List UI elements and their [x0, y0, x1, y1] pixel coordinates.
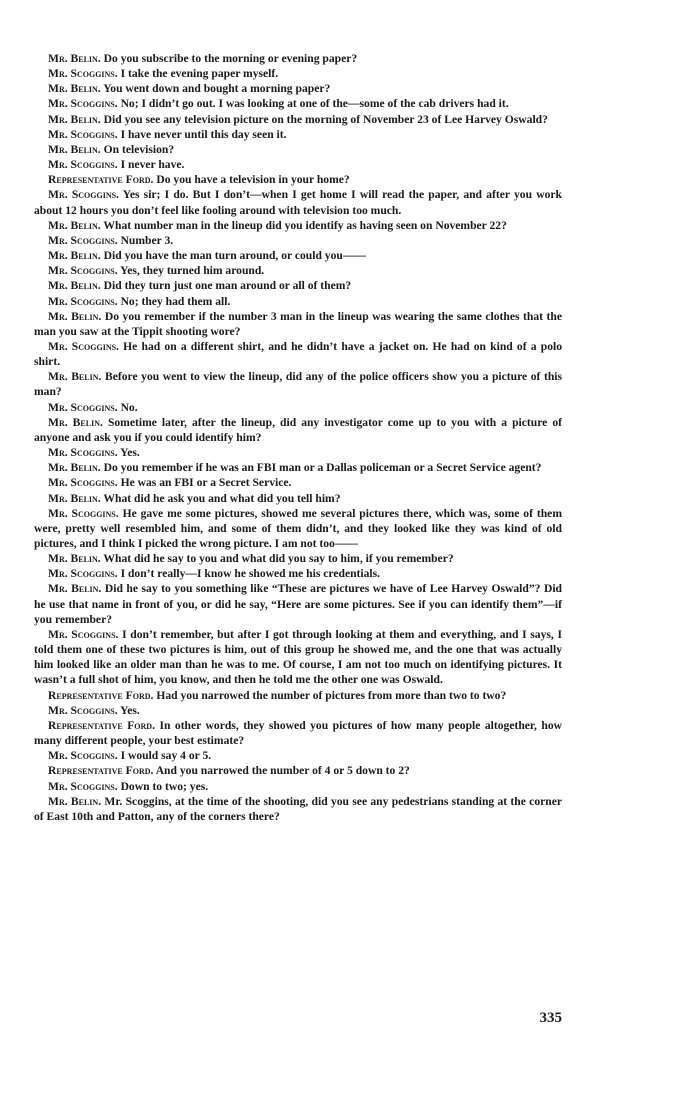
testimony-paragraph: [34, 263, 562, 278]
speech-text: Sometime later, after the lineup, did any investigator come up to you with a picture of anyone and ask you if you could identify him?: [34, 415, 562, 444]
speaker-name: Mr. Scoggins.: [48, 127, 118, 141]
speaker-name: Mr. Belin.: [48, 249, 101, 263]
speech-text: Yes.: [120, 703, 140, 717]
speaker-name: Mr. Scoggins.: [48, 627, 119, 641]
testimony-paragraph: [34, 339, 562, 369]
speech-text: I don’t really—I know he showed me his credentials.: [120, 567, 381, 581]
speech-text: He was an FBI or a Secret Service.: [120, 476, 292, 490]
testimony-paragraph: [34, 748, 562, 763]
speaker-name: Mr. Scoggins.: [48, 779, 118, 793]
speech-text: Number 3.: [120, 233, 174, 247]
speech-text: I have never until this day seen it.: [120, 127, 287, 141]
testimony-paragraph: [34, 218, 562, 233]
speaker-name: Mr. Belin.: [48, 218, 101, 232]
speech-text: Did you see any television picture on the morning of November 23 of Lee Harvey Oswald?: [103, 112, 548, 126]
speech-text: What did he say to you and what did you say to him, if you remember?: [103, 552, 454, 566]
speech-text: No.: [120, 400, 138, 414]
speech-text: I never have.: [120, 158, 185, 172]
speech-text: No; they had them all.: [120, 294, 231, 308]
speech-text: You went down and bought a morning paper?: [103, 82, 331, 96]
speech-text: Mr. Scoggins, at the time of the shooting, did you see any pedestrians standing at the corner of East 10th and Patton, any of the corners there?: [34, 794, 562, 823]
speaker-name: Representative Ford.: [48, 173, 154, 187]
speaker-name: Mr. Belin.: [48, 552, 101, 566]
speaker-name: Mr. Belin.: [48, 52, 101, 65]
testimony-paragraph: [34, 475, 562, 490]
speech-text: No; I didn’t go out. I was looking at one of the—some of the cab drivers had it.: [120, 97, 509, 111]
testimony-paragraph: [34, 112, 562, 127]
speech-text: On television?: [103, 142, 175, 156]
testimony-paragraph: [34, 142, 562, 157]
speaker-name: Mr. Scoggins.: [48, 188, 119, 202]
testimony-paragraph: [34, 294, 562, 309]
testimony-paragraph: [34, 172, 562, 187]
speaker-name: Mr. Scoggins.: [48, 400, 118, 414]
testimony-paragraph: [34, 369, 562, 399]
speaker-name: Mr. Belin.: [48, 794, 102, 808]
speaker-name: Mr. Scoggins.: [48, 567, 118, 581]
testimony-paragraph: [34, 415, 562, 445]
testimony-paragraph: [34, 460, 562, 475]
testimony-paragraph: [34, 309, 562, 339]
speech-text: Yes.: [120, 446, 140, 460]
speaker-name: Mr. Scoggins.: [48, 294, 118, 308]
testimony-paragraph: [34, 779, 562, 794]
speaker-name: Mr. Scoggins.: [48, 339, 119, 353]
speaker-name: Representative Ford.: [48, 718, 155, 732]
page-number: 335: [539, 1010, 562, 1026]
testimony-paragraph: [34, 96, 562, 111]
speech-text: I take the evening paper myself.: [120, 67, 279, 81]
testimony-paragraph: [34, 81, 562, 96]
testimony-paragraph: [34, 278, 562, 293]
speech-text: I don’t remember, but after I got through looking at them and everything, and I says, I told them one of these two pictures is him, out of this group he showed me, and the one that was actually him looked like an older man than he was to me. Of course, I am not too much on identifying pictures. It wasn’t a full shot of him, you know, and then he told me the other one was Oswald.: [34, 627, 562, 687]
speaker-name: Mr. Belin.: [48, 279, 101, 293]
speaker-name: Mr. Belin.: [48, 415, 103, 429]
speaker-name: Mr. Scoggins.: [48, 233, 118, 247]
speech-text: Before you went to view the lineup, did any of the police officers show you a picture of this man?: [34, 370, 562, 399]
speech-text: In other words, they showed you pictures of how many people altogether, how many different people, your best estimate?: [34, 718, 562, 748]
speaker-name: Representative Ford.: [48, 688, 154, 702]
speech-text: Down to two; yes.: [120, 779, 209, 793]
testimony-paragraph: [34, 491, 562, 506]
speaker-name: Representative Ford.: [48, 764, 154, 778]
speech-text: Yes, they turned him around.: [120, 264, 265, 278]
testimony-paragraph: [34, 157, 562, 172]
speaker-name: Mr. Scoggins.: [48, 67, 118, 81]
speech-text: Do you remember if he was an FBI man or a Dallas policeman or a Secret Service agent?: [103, 461, 542, 475]
speech-text: And you narrowed the number of 4 or 5 down to 2?: [155, 764, 410, 778]
speaker-name: Mr. Scoggins.: [48, 446, 118, 460]
testimony-paragraph: [34, 688, 562, 703]
speech-text: Did they turn just one man around or all of them?: [103, 279, 352, 293]
testimony-paragraph: [34, 66, 562, 81]
speech-text: He gave me some pictures, showed me several pictures there, which was, some of them were, pretty well resembled him, and some of them didn’t, and they looked like they was kind of old pictures, and I think I picked the wrong picture. I am not too——: [34, 506, 562, 550]
testimony-transcript: [34, 51, 562, 824]
testimony-paragraph: [34, 506, 562, 551]
speaker-name: Mr. Belin.: [48, 461, 101, 475]
testimony-paragraph: [34, 718, 562, 748]
testimony-paragraph: [34, 794, 562, 824]
speaker-name: Mr. Belin.: [48, 309, 102, 323]
testimony-paragraph: [34, 566, 562, 581]
speech-text: He had on a different shirt, and he didn’t have a jacket on. He had on kind of a polo shirt.: [34, 339, 563, 369]
speaker-name: Mr. Belin.: [48, 370, 102, 384]
speech-text: Did you have the man turn around, or could you——: [103, 249, 367, 263]
speech-text: Had you narrowed the number of pictures from more than two to two?: [156, 688, 507, 702]
speech-text: Do you subscribe to the morning or evening paper?: [103, 52, 358, 65]
speech-text: Do you remember if the number 3 man in the lineup was wearing the same clothes that the man you saw at the Tippit shooting wore?: [34, 309, 562, 338]
testimony-paragraph: [34, 551, 562, 566]
testimony-paragraph: [34, 763, 562, 778]
testimony-paragraph: [34, 51, 562, 66]
speaker-name: Mr. Scoggins.: [48, 476, 118, 490]
testimony-paragraph: [34, 703, 562, 718]
testimony-paragraph: [34, 445, 562, 460]
testimony-paragraph: [34, 187, 562, 217]
testimony-paragraph: [34, 248, 562, 263]
speaker-name: Mr. Belin.: [48, 582, 102, 596]
testimony-paragraph: [34, 127, 562, 142]
speaker-name: Mr. Scoggins.: [48, 264, 118, 278]
speaker-name: Mr. Belin.: [48, 82, 101, 96]
speech-text: Did he say to you something like “These are pictures we have of Lee Harvey Oswald”? Did he use that name in front of you, or did he say, “Here are some pictures. See if you can identify them”—if you remember?: [34, 582, 562, 626]
speaker-name: Mr. Scoggins.: [48, 749, 118, 763]
speaker-name: Mr. Belin.: [48, 112, 101, 126]
testimony-paragraph: [34, 627, 562, 688]
testimony-paragraph: [34, 581, 562, 626]
testimony-paragraph: [34, 400, 562, 415]
speaker-name: Mr. Scoggins.: [48, 703, 118, 717]
testimony-paragraph: [34, 233, 562, 248]
speech-text: Yes sir; I do. But I don’t—when I get home I will read the paper, and after you work about 12 hours you don’t feel like fooling around with television too much.: [34, 188, 563, 217]
speaker-name: Mr. Belin.: [48, 491, 101, 505]
speech-text: I would say 4 or 5.: [120, 749, 212, 763]
speaker-name: Mr. Scoggins.: [48, 506, 119, 520]
speech-text: What did he ask you and what did you tell him?: [103, 491, 341, 505]
speaker-name: Mr. Scoggins.: [48, 158, 118, 172]
speaker-name: Mr. Scoggins.: [48, 97, 118, 111]
speech-text: Do you have a television in your home?: [156, 173, 350, 187]
speech-text: What number man in the lineup did you identify as having seen on November 22?: [103, 218, 507, 232]
speaker-name: Mr. Belin.: [48, 142, 101, 156]
